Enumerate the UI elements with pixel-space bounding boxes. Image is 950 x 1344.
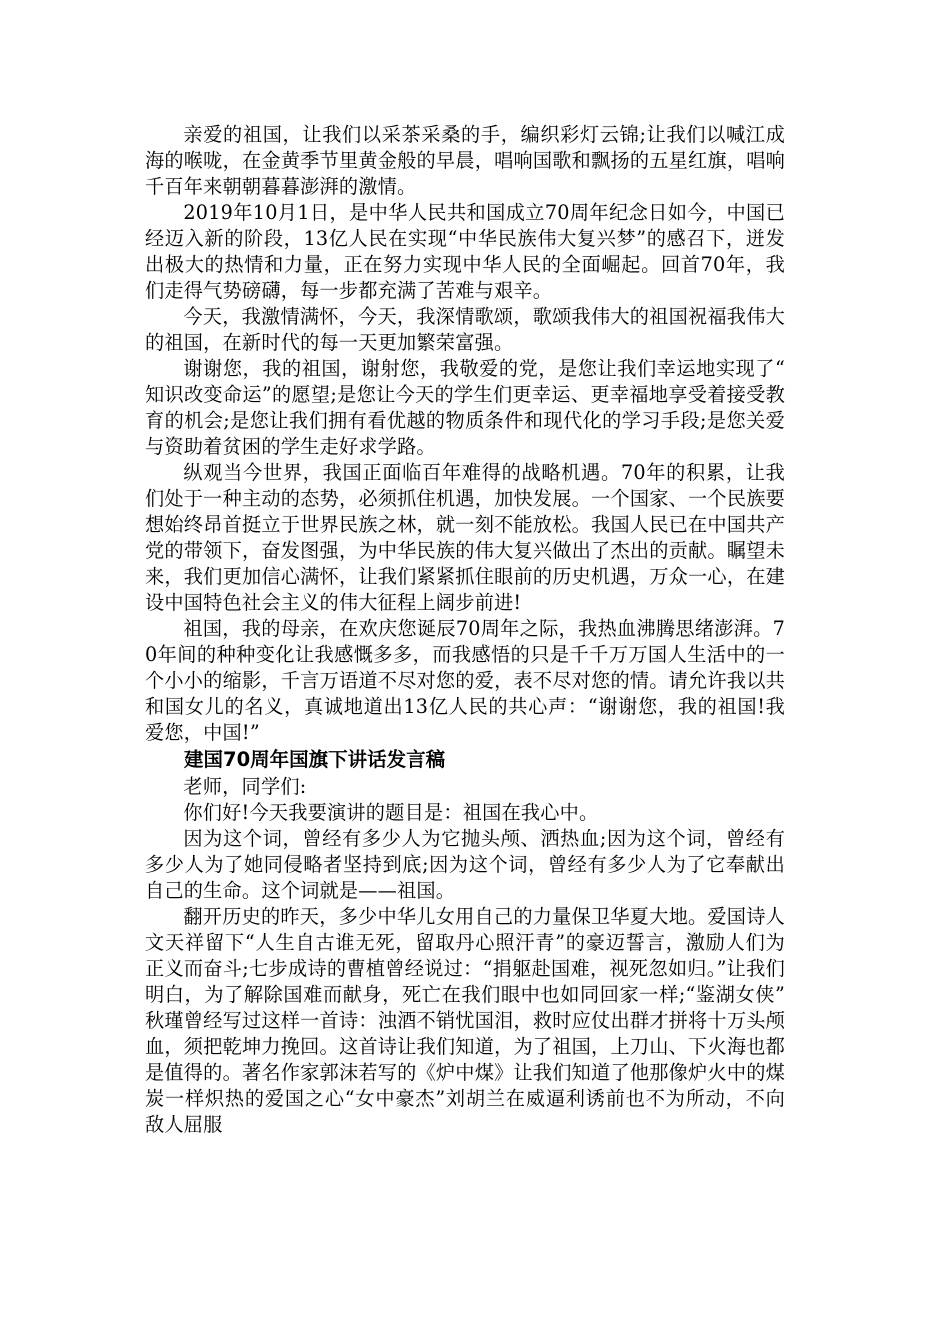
- paragraph: 因为这个词，曾经有多少人为它抛头颅、洒热血;因为这个词，曾经有多少人为了她同侵略者坚持到底;因为这个词，曾经有多少人为了它奉献出自己的生命。这个词就是——祖国。: [145, 827, 785, 902]
- salutation: 老师，同学们:: [183, 775, 307, 798]
- paragraph: 2019年10月1日，是中华人民共和国成立70周年纪念日如今，中国已经迈入新的阶段，13亿人民在实现“中华民族伟大复兴梦”的感召下，迸发出极大的热情和力量，正在努力实现中华人民的全面崛起。回首70年，我们走得气势磅礴，每一步都充满了苦难与艰辛。: [145, 201, 785, 302]
- section-title: 建国70周年国旗下讲话发言稿: [184, 748, 446, 771]
- paragraph: 今天，我激情满怀，今天，我深情歌颂，歌颂我伟大的祖国祝福我伟大的祖国，在新时代的每一天更加繁荣富强。: [145, 305, 785, 354]
- document-page: [145, 122, 785, 1138]
- paragraph: 亲爱的祖国，让我们以采茶采桑的手，编织彩灯云锦;让我们以喊江成海的喉咙，在金黄季节里黄金般的早晨，唱响国歌和飘扬的五星红旗，唱响千百年来朝朝暮暮澎湃的激情。: [145, 123, 785, 198]
- paragraph: 你们好!今天我要演讲的题目是：祖国在我心中。: [183, 801, 599, 824]
- paragraph: 祖国，我的母亲，在欢庆您诞辰70周年之际，我热血沸腾思绪澎湃。70年间的种种变化让我感慨多多，而我感悟的只是千千万万国人生活中的一个小小的缩影，千言万语道不尽对您的爱，表不尽对您的情。请允许我以共和国女儿的名义，真诚地道出13亿人民的共心声：“谢谢您，我的祖国!我爱您，中国!”: [145, 617, 785, 744]
- paragraph: 谢谢您，我的祖国，谢射您，我敬爱的党，是您让我们幸运地实现了“知识改变命运”的愿望;是您让今天的学生们更幸运、更幸福地享受着接受教育的机会;是您让我们拥有看优越的物质条件和现代化的学习手段;是您关爱与资助着贫困的学生走好求学路。: [145, 357, 785, 458]
- paragraph: 纵观当今世界，我国正面临百年难得的战略机遇。70年的积累，让我们处于一种主动的态势，必须抓住机遇，加快发展。一个国家、一个民族要想始终昂首挺立于世界民族之林，就一刻不能放松。我国人民已在中国共产党的带领下，奋发图强，为中华民族的伟大复兴做出了杰出的贡献。瞩望未来，我们更加信心满怀，让我们紧紧抓住眼前的历史机遇，万众一心，在建设中国特色社会主义的伟大征程上阔步前进!: [145, 461, 785, 614]
- paragraph: 翻开历史的昨天，多少中华儿女用自己的力量保卫华夏大地。爱国诗人文天祥留下“人生自古谁无死，留取丹心照汗青”的豪迈誓言，激励人们为正义而奋斗;七步成诗的曹植曾经说过：“捐躯赴国难，视死忽如归。”让我们明白，为了解除国难而献身，死亡在我们眼中也如同回家一样;“鉴湖女侠”秋瑾曾经写过这样一首诗：浊酒不销忧国泪，救时应仗出群才拼将十万头颅血，须把乾坤力挽回。这首诗让我们知道，为了祖国，上刀山、下火海也都是值得的。著名作家郭沫若写的《炉中煤》让我们知道了他那像炉火中的煤炭一样炽热的爱国之心“女中豪杰”刘胡兰在威逼利诱前也不为所动，不向敌人屈服: [145, 905, 785, 1136]
